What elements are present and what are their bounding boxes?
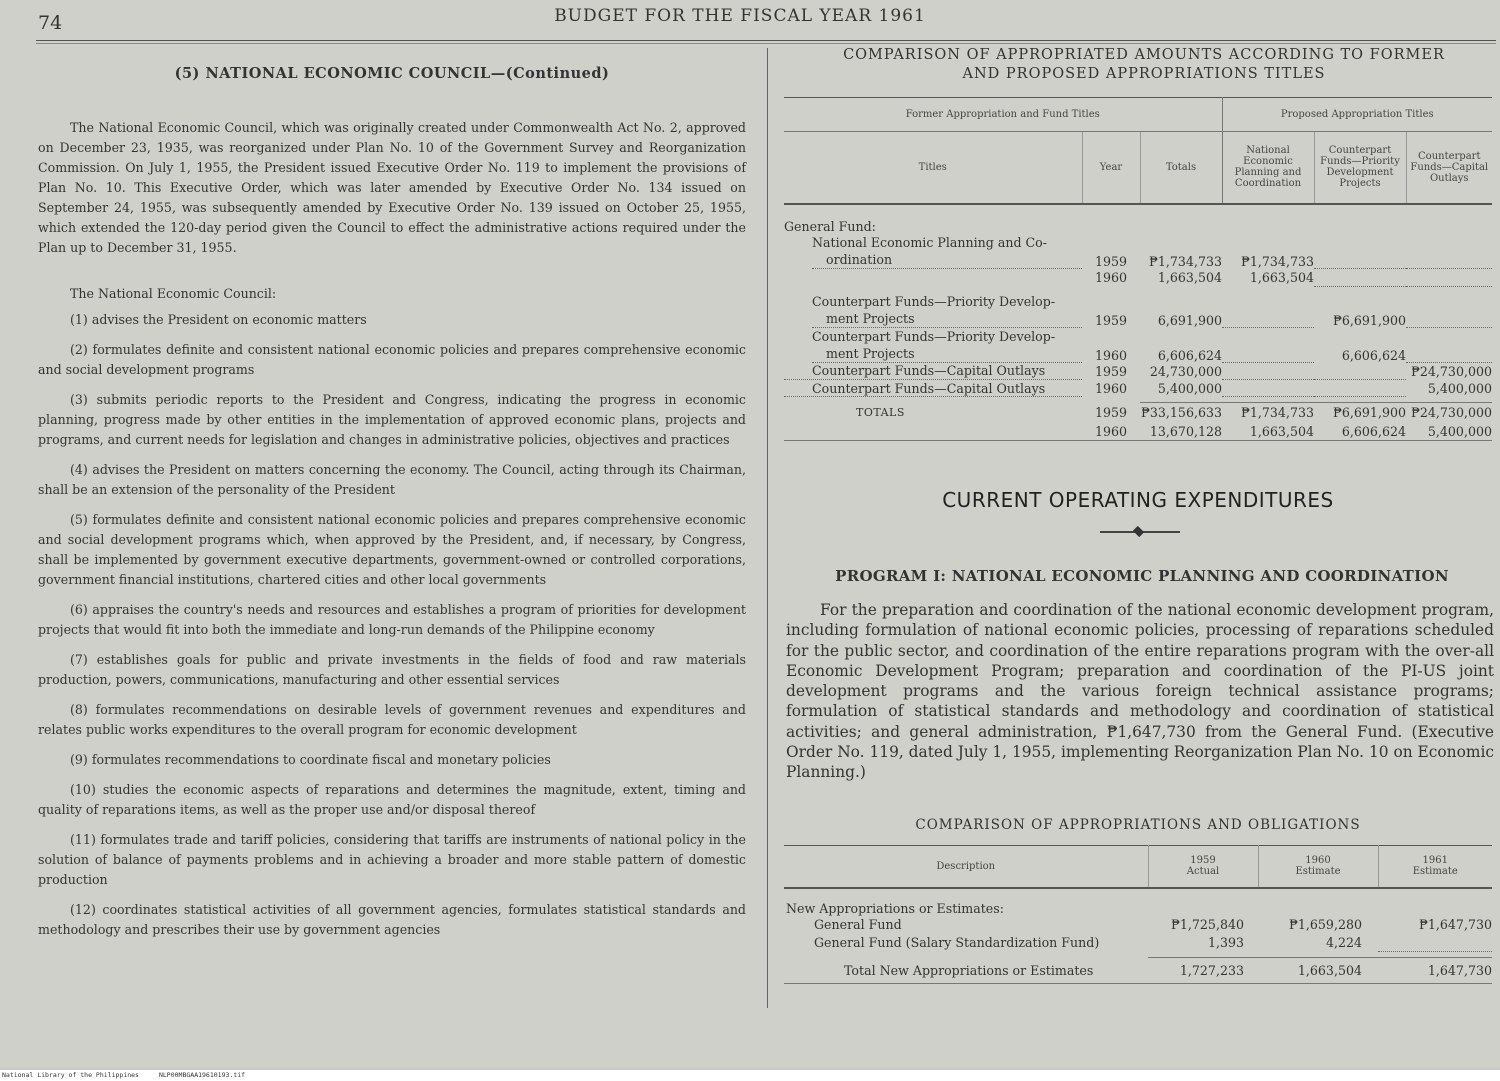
totals-total: 13,670,128 xyxy=(1149,423,1222,439)
running-title: BUDGET FOR THE FISCAL YEAR 1961 xyxy=(554,6,926,26)
row-year: 1959 xyxy=(1094,363,1128,379)
row-label: General Fund (Salary Standardization Fund) xyxy=(814,935,1100,950)
row-total: 1,663,504 xyxy=(1157,270,1222,285)
row-cfp xyxy=(1314,234,1406,269)
comparison-title-line1: COMPARISON OF APPROPRIATED AMOUNTS ACCORDING TO FORMER xyxy=(843,47,1445,63)
row-cfp: 6,606,624 xyxy=(1341,347,1406,363)
function-item: (9) formulates recommendations to coordinate fiscal and monetary policies xyxy=(70,752,551,767)
appropriation-comparison-table xyxy=(784,97,1492,441)
table-row xyxy=(784,934,1492,952)
total-label: Total New Appropriations or Estimates xyxy=(844,962,1094,978)
function-item: (10) studies the economic aspects of reparations and determines the magnitude, extent, timing and quality of reparations items, as well as the proper use and/or disposal thereof xyxy=(38,782,746,817)
function-item: (12) coordinates statistical activities of all government agencies, formulates statistical standards and methodology and prescribes their use by government agencies xyxy=(38,902,746,937)
left-column xyxy=(38,60,746,950)
col-cfp: Counterpart Funds—Priority Development Projects xyxy=(1314,132,1406,204)
function-item: (6) appraises the country's needs and resources and establishes a program of priorities for development projects that would fit into both the immediate and long-run demands of the Philippine economy xyxy=(38,602,746,637)
row-total: 5,400,000 xyxy=(1157,380,1222,396)
row-cfp xyxy=(1314,269,1406,287)
row-title: Counterpart Funds—Capital Outlays xyxy=(784,380,1082,397)
row-nepc: ₱1,734,733 xyxy=(1241,253,1314,269)
current-expenditures-heading: CURRENT OPERATING EXPENDITURES xyxy=(942,488,1334,512)
col-1960 xyxy=(1258,846,1378,888)
total-1959: 1,727,233 xyxy=(1179,963,1244,978)
row-nepc xyxy=(1222,328,1314,363)
function-item: (11) formulates trade and tariff policies, considering that tariffs are instruments of national policy in the solution of balance of payments problems and in achieving a broader and more stable pattern of domestic production xyxy=(38,832,746,887)
row-1961: ₱1,647,730 xyxy=(1419,917,1492,932)
row-year: 1960 xyxy=(1094,270,1128,285)
col-titles: Titles xyxy=(784,132,1082,204)
footer-file: NLP00MBGAA19610193.tif xyxy=(158,1071,246,1079)
row-nepc xyxy=(1222,363,1314,380)
col-1961-type: Estimate xyxy=(1412,866,1458,878)
col-cfc: Counterpart Funds—Capital Outlays xyxy=(1410,150,1489,184)
fund-label: General Fund: xyxy=(784,218,876,234)
row-title: Counterpart Funds—Priority Develop- xyxy=(812,328,1056,344)
row-cfp xyxy=(1314,380,1406,397)
program-description: For the preparation and coordination of the national economic development program, including formulation of national economic policies, processing of reparations scheduled for the public sector, and coordination of the entire reparations program with the over-all Economic Development Program; preparation and coordination of the PI-US joint development programs and the various foreign technical assistance programs; formulation of statistical standards and methodology and coordination of statistical activities; and general administration, ₱1,647,730 from the General Fund. (Executive Order No. 119, dated July 1, 1955, implementing Reorganization Plan No. 10 on Economic Planning.) xyxy=(786,601,1494,782)
obligations-total-row xyxy=(784,958,1492,984)
col-year: Year xyxy=(1082,132,1140,204)
page-number: 74 xyxy=(38,12,63,34)
table-row xyxy=(784,916,1492,934)
totals-year: 1960 xyxy=(1094,423,1128,439)
row-cfc xyxy=(1406,269,1492,287)
row-1960: ₱1,659,280 xyxy=(1289,917,1362,932)
totals-row xyxy=(784,403,1492,423)
intro-paragraph: The National Economic Council, which was originally created under Commonwealth Act No. 2, approved on December 23, 1935, was reorganized under Plan No. 10 of the Government Survey and Reorganization Commission. On July 1, 1955, the President issued Executive Order No. 119 to implement the provisions of Plan No. 10. This Executive Order, which was later amended by Executive Order No. 134 issued on September 24, 1955, was subsequently amended by Executive Order No. 139 issued on October 25, 1955, which extended the 120-day period given the Council to effect the administrative actions required under the Plan up to December 31, 1955. xyxy=(38,120,746,255)
header-rule xyxy=(36,40,1496,41)
row-title: Counterpart Funds—Capital Outlays xyxy=(784,363,1082,380)
obligations-table xyxy=(784,845,1492,984)
function-item: (4) advises the President on matters concerning the economy. The Council, acting through its Chairman, shall be an extension of the personality of the President xyxy=(38,462,746,497)
col-description: Description xyxy=(784,846,1148,888)
column-divider xyxy=(767,48,768,1008)
row-year: 1960 xyxy=(1094,380,1128,396)
function-item: (3) submits periodic reports to the President and Congress, indicating the progress in economic planning, progress made by other entities in the implementation of approved economic plans, projects and programs, and current needs for legislation and changes in administrative policies, objectives and practices xyxy=(38,392,746,447)
row-year: 1959 xyxy=(1094,253,1128,269)
totals-label: TOTALS xyxy=(856,406,905,419)
proposed-titles-header: Proposed Appropriation Titles xyxy=(1222,98,1492,132)
row-1960: 4,224 xyxy=(1325,935,1362,950)
row-cfc xyxy=(1406,234,1492,269)
total-1960: 1,663,504 xyxy=(1297,963,1362,978)
table-row xyxy=(784,234,1492,269)
totals-year: 1959 xyxy=(1094,405,1128,420)
totals-row xyxy=(784,423,1492,441)
row-total: 6,691,900 xyxy=(1157,312,1222,328)
totals-cfp: 6,606,624 xyxy=(1341,423,1406,439)
col-1960-type: Estimate xyxy=(1295,866,1341,878)
row-cfc: 5,400,000 xyxy=(1427,380,1492,396)
row-title-cont: ment Projects xyxy=(812,345,1082,363)
row-cfc xyxy=(1406,287,1492,328)
row-label: General Fund xyxy=(814,917,902,932)
totals-total: ₱33,156,633 xyxy=(1141,405,1222,421)
scan-footer xyxy=(0,1070,1500,1081)
row-title: National Economic Planning and Co- xyxy=(812,234,1047,250)
row-nepc: 1,663,504 xyxy=(1249,270,1314,285)
col-1959-type: Actual xyxy=(1186,866,1220,878)
obligations-title: COMPARISON OF APPROPRIATIONS AND OBLIGATIONS xyxy=(915,817,1361,833)
total-1961: 1,647,730 xyxy=(1427,963,1492,978)
row-cfp xyxy=(1314,363,1406,380)
row-1961 xyxy=(1378,934,1492,952)
table-row xyxy=(784,287,1492,328)
function-item: (2) formulates definite and consistent national economic policies and prepares comprehensive economic and social development programs xyxy=(38,342,746,377)
col-1960-year: 1960 xyxy=(1305,855,1331,867)
footer-library: National Library of the Philippines xyxy=(2,1071,139,1079)
row-nepc xyxy=(1222,287,1314,328)
function-item: (8) formulates recommendations on desirable levels of government revenues and expenditures and relates public works expenditures to the overall program for economic development xyxy=(38,702,746,737)
header-rule-secondary xyxy=(36,43,1496,44)
function-item: (1) advises the President on economic matters xyxy=(70,312,367,327)
comparison-title xyxy=(790,46,1498,84)
ornament-diamond-icon xyxy=(1133,526,1144,537)
totals-cfp: ₱6,691,900 xyxy=(1333,405,1406,421)
table-row xyxy=(784,328,1492,363)
former-titles-header: Former Appropriation and Fund Titles xyxy=(784,98,1222,132)
row-1959: 1,393 xyxy=(1207,935,1244,950)
row-total: 6,606,624 xyxy=(1157,347,1222,363)
col-1961-year: 1961 xyxy=(1422,855,1448,867)
function-item: (7) establishes goals for public and private investments in the fields of food and raw materials production, powers, communications, manufacturing and other essential services xyxy=(38,652,746,687)
row-title: Counterpart Funds—Priority Develop- xyxy=(812,293,1056,309)
function-item: (5) formulates definite and consistent national economic policies and prepares comprehensive economic and social development programs which, when approved by the President, and, if necessary, by Congress, shall be implemented by government executive departments, government-owned or controlled corporations, government financial institutions, chartered cities and other local governments xyxy=(38,512,746,587)
totals-cfc: ₱24,730,000 xyxy=(1411,405,1492,421)
table-row xyxy=(784,380,1492,397)
col-1961 xyxy=(1378,846,1492,888)
totals-cfc: 5,400,000 xyxy=(1427,423,1492,439)
row-total: ₱1,734,733 xyxy=(1149,253,1222,269)
col-1959-year: 1959 xyxy=(1190,855,1216,867)
col-1959 xyxy=(1148,846,1258,888)
table-row xyxy=(784,363,1492,380)
row-1959: ₱1,725,840 xyxy=(1171,917,1244,932)
program-title: PROGRAM I: NATIONAL ECONOMIC PLANNING AND COORDINATION xyxy=(835,567,1449,585)
row-cfp: ₱6,691,900 xyxy=(1333,312,1406,328)
table-row xyxy=(784,269,1492,287)
row-cfc: ₱24,730,000 xyxy=(1411,363,1492,379)
row-title-cont: ordination xyxy=(812,251,1082,269)
row-year: 1959 xyxy=(1094,312,1128,328)
col-totals: Totals xyxy=(1140,132,1222,204)
row-total: 24,730,000 xyxy=(1149,363,1222,379)
section-title: (5) NATIONAL ECONOMIC COUNCIL—(Continued) xyxy=(174,65,610,82)
functions-lead: The National Economic Council: xyxy=(70,286,277,301)
row-title-cont: ment Projects xyxy=(812,310,1082,328)
row-nepc xyxy=(1222,380,1314,397)
row-cfc xyxy=(1406,328,1492,363)
obligations-section: New Appropriations or Estimates: xyxy=(786,900,1004,916)
col-nepc: National Economic Planning and Coordination xyxy=(1222,132,1314,204)
totals-nepc: 1,663,504 xyxy=(1249,423,1314,439)
totals-nepc: ₱1,734,733 xyxy=(1241,405,1314,421)
comparison-title-line2: AND PROPOSED APPROPRIATIONS TITLES xyxy=(962,66,1326,82)
row-year: 1960 xyxy=(1094,347,1128,363)
